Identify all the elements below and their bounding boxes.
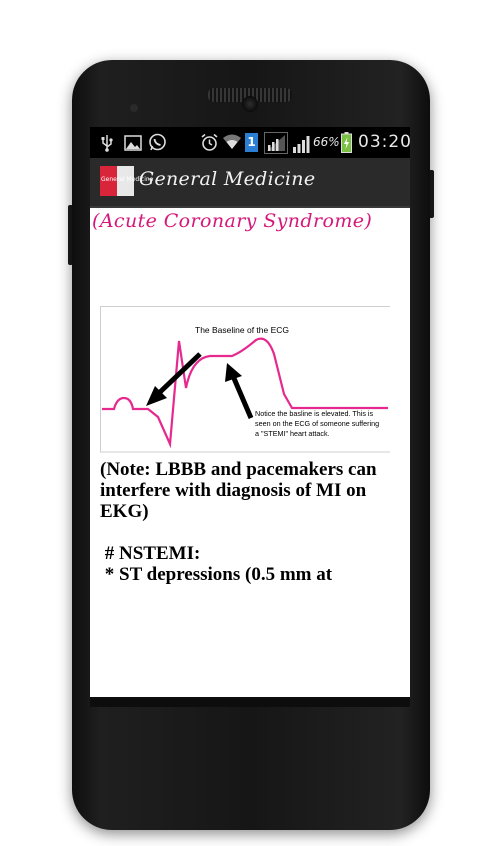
- section-heading: (Acute Coronary Syndrome): [92, 210, 373, 232]
- note-line-1: (Note: LBBB and pacemakers can: [100, 459, 377, 480]
- phone-screen: [90, 127, 410, 697]
- label-notice-3: a "STEMI" heart attack.: [255, 429, 330, 438]
- signal-icon: [264, 132, 288, 154]
- earpiece: [242, 96, 258, 112]
- label-baseline: The Baseline of the ECG: [195, 325, 290, 335]
- ecg-trace: [102, 339, 388, 444]
- battery-percent: 66%: [313, 135, 340, 149]
- whatsapp-icon: [148, 133, 167, 152]
- nstemi-heading: # NSTEMI:: [100, 543, 201, 564]
- alarm-icon: [200, 133, 219, 152]
- status-bar: [90, 127, 410, 158]
- action-bar: [90, 158, 410, 208]
- label-notice-1: Notice the basline is elevated. This is: [255, 409, 374, 418]
- clock: 03:20: [358, 132, 412, 152]
- wifi-icon: [222, 132, 242, 152]
- app-title: General Medicine: [139, 168, 316, 190]
- content-area[interactable]: [90, 208, 410, 697]
- note-line-3: EKG): [100, 501, 149, 522]
- label-notice-2: seen on the ECG of someone suffering: [255, 419, 380, 428]
- app-logo-icon[interactable]: [100, 166, 154, 196]
- screen-bottom-bezel: [90, 697, 410, 707]
- app-logo-text: General Medicine: [101, 176, 154, 183]
- battery-charging-icon: [341, 132, 352, 153]
- arrow-to-baseline: [158, 354, 200, 394]
- sim-badge: 1: [245, 133, 258, 152]
- image-icon: [124, 135, 142, 151]
- front-camera: [130, 104, 138, 112]
- signal-icon: [293, 134, 311, 153]
- note-line-2: interfere with diagnosis of MI on: [100, 480, 367, 501]
- usb-icon: [100, 134, 114, 152]
- st-depressions-line: * ST depressions (0.5 mm at: [100, 564, 333, 585]
- ecg-figure: [100, 306, 390, 454]
- arrow-to-st-segment: [233, 376, 251, 418]
